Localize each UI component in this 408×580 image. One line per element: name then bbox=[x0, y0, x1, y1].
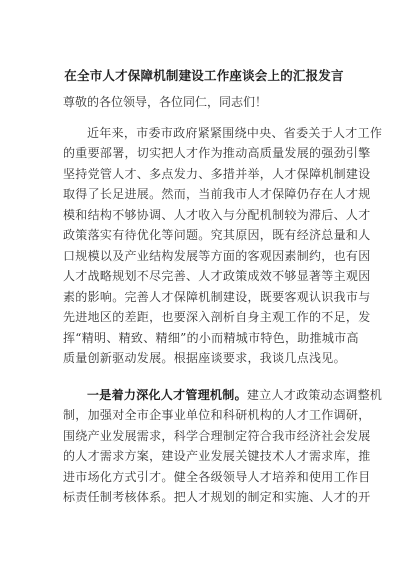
text-line: 进市场化方式引才。健全各级领导人才培养和使用工作目 bbox=[63, 469, 371, 484]
text-line: 素的影响。完善人才保障机制建设，既要客观认识我市与 bbox=[63, 289, 371, 304]
text-line: 标责任制考核体系。把人才规划的制定和实施、人才的开 bbox=[63, 490, 371, 505]
text-line: 坚持党管人才、多点发力、多措并举，人才保障机制建设 bbox=[63, 166, 371, 181]
text-line bbox=[63, 385, 383, 405]
salutation: 尊敬的各位领导，各位同仁，同志们！ bbox=[63, 95, 268, 109]
text-line: 挥“精明、精致、精细”的小而精城市特色，助推城市高 bbox=[63, 330, 359, 345]
point-text: 建立人才政策动态调整机 bbox=[246, 388, 383, 402]
text-line: 先进地区的差距，也要深入剖析自身主观工作的不足，发 bbox=[63, 310, 371, 325]
text-line: 人才战略规划不尽完善、人才政策成效不够显著等主观因 bbox=[63, 269, 371, 284]
text-line: 的人才需求方案，建设产业发展关键技术人才需求库，推 bbox=[63, 449, 371, 464]
text-line: 围绕产业发展需求，科学合理制定符合我市经济社会发展 bbox=[63, 428, 371, 443]
text-line: 模和结构不够协调、人才收入与分配机制较为滞后、人才 bbox=[63, 207, 371, 222]
text-line: 政策落实有待优化等问题。究其原因，既有经济总量和人 bbox=[63, 228, 371, 243]
text-line: 近年来，市委市政府紧紧围绕中央、省委关于人才工作 bbox=[87, 126, 383, 140]
text-line: 制，加强对全市企事业单位和科研机构的人才工作调研， bbox=[63, 408, 371, 423]
text-line: 口规模以及产业结构发展等方面的客观因素制约，也有因 bbox=[63, 248, 371, 263]
text-line: 质量创新驱动发展。根据座谈要求，我谈几点浅见。 bbox=[63, 350, 346, 365]
point-heading: 一是着力深化人才管理机制。 bbox=[87, 388, 247, 402]
text-line: 的重要部署，切实把人才作为推动高质量发展的强劲引擎 bbox=[63, 146, 371, 161]
paragraph-intro bbox=[63, 123, 383, 368]
text-line: 取得了长足进展。然而，当前我市人才保障仍存在人才规 bbox=[63, 187, 371, 202]
document-title: 在全市人才保障机制建设工作座谈会上的汇报发言 bbox=[64, 68, 344, 83]
paragraph-point-one bbox=[63, 385, 383, 508]
